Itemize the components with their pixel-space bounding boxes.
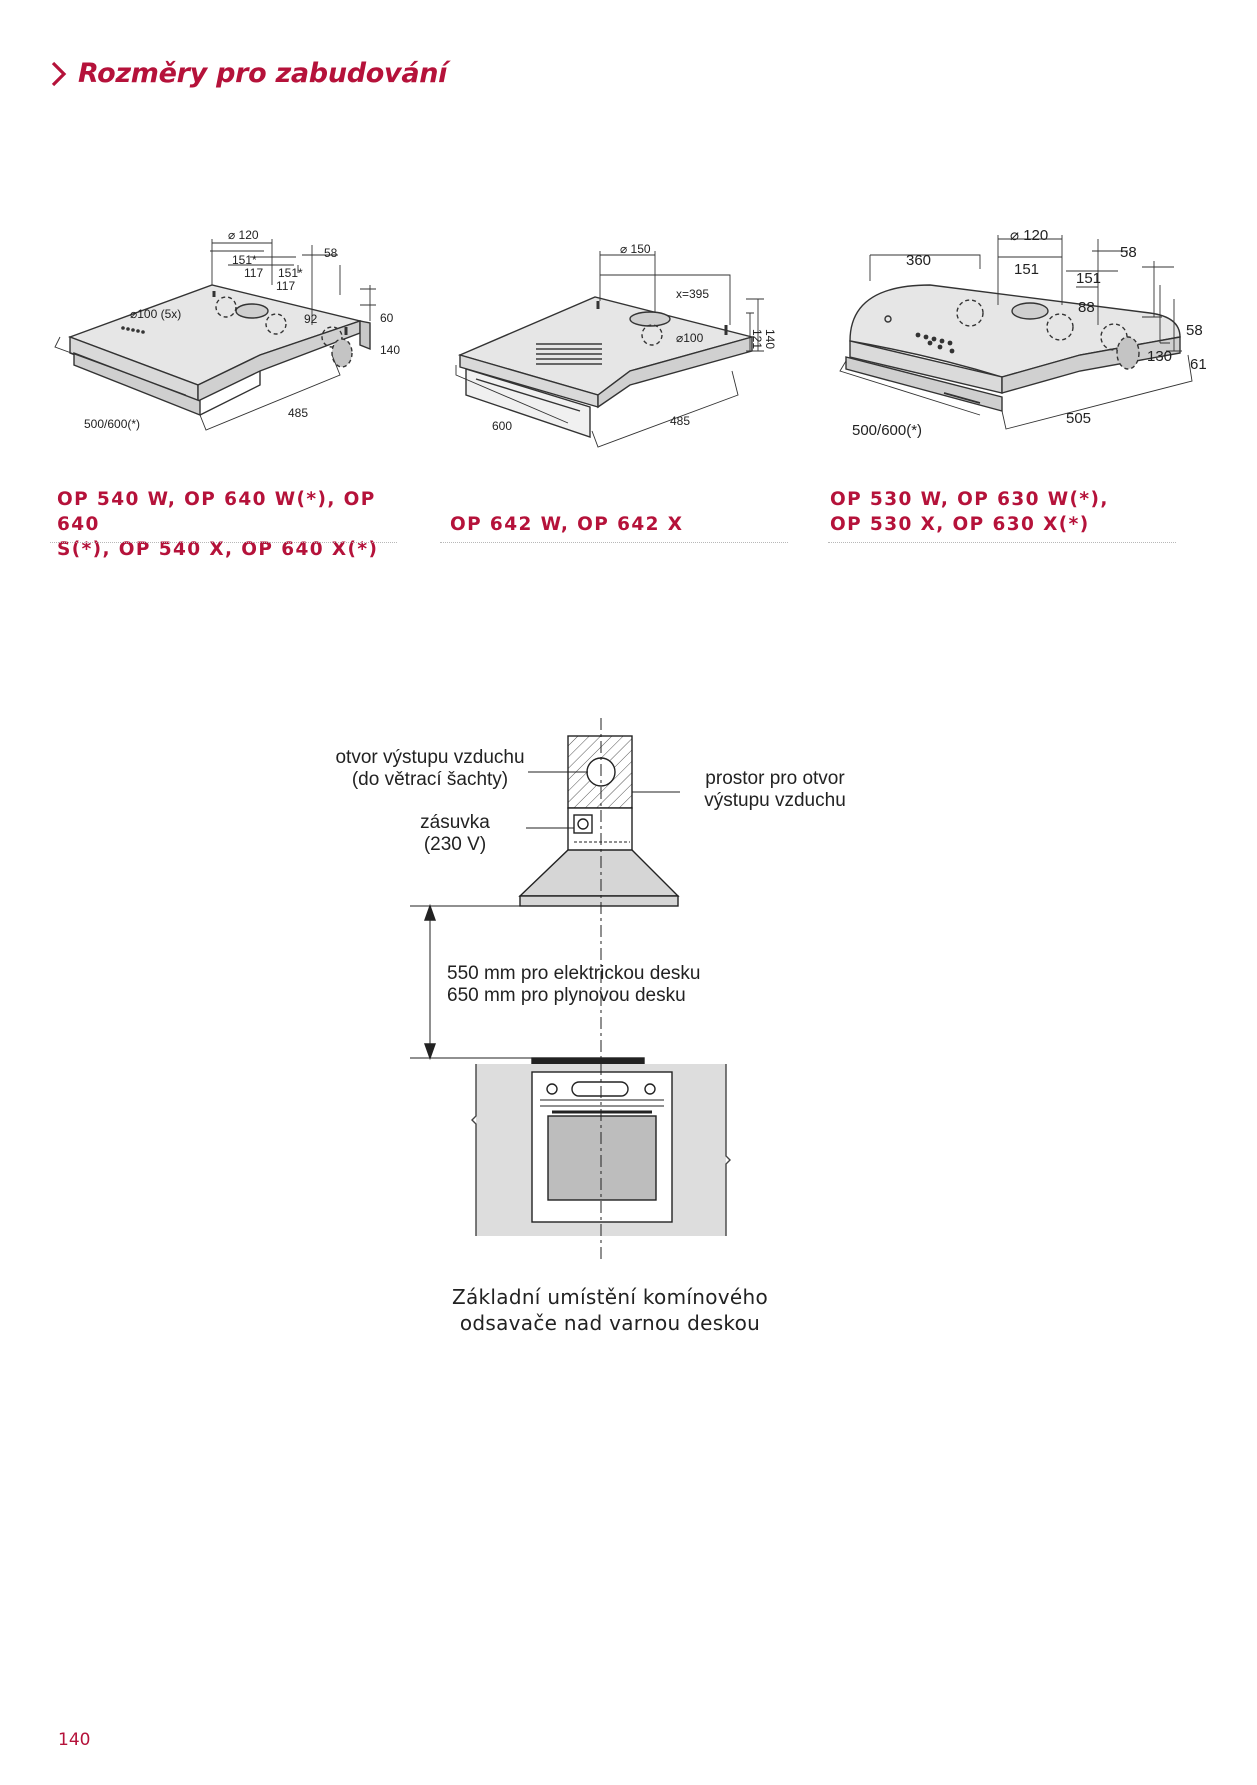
models-diagram-2: OP 642 W, OP 642 X xyxy=(450,514,684,535)
label-socket-line-2: (230 V) xyxy=(423,834,487,855)
dim-485: 485 xyxy=(288,406,309,420)
models-line-1: OP 530 W, OP 630 W(*), xyxy=(830,489,1109,510)
label-socket xyxy=(390,812,520,856)
dim-100: ⌀100 (5x) xyxy=(130,307,182,321)
hood-diagram-3 xyxy=(830,225,1225,450)
dim-600: 600 xyxy=(492,419,513,433)
label-space-line-1: prostor pro otvor xyxy=(705,768,845,789)
dim-151s: 151* xyxy=(232,253,257,267)
dim-117: 117 xyxy=(244,266,264,280)
label-space xyxy=(690,768,860,812)
dim-100: ⌀100 xyxy=(676,331,704,345)
caption-line-1: Základní umístění komínového xyxy=(451,1285,769,1309)
hood-diagram-2 xyxy=(450,235,800,450)
models-line-2: OP 530 X, OP 630 X(*) xyxy=(830,514,1090,535)
label-height xyxy=(447,963,747,1007)
dim-500: 500/600(*) xyxy=(84,417,141,431)
dim-120: ⌀ 120 xyxy=(228,228,259,242)
hood-diagram-1 xyxy=(50,225,420,450)
label-height-line-1: 550 mm pro elektrickou desku xyxy=(447,963,701,984)
divider xyxy=(50,542,397,543)
dim-60: 60 xyxy=(380,311,394,325)
label-outlet xyxy=(330,747,530,791)
dim-92: 92 xyxy=(304,312,318,326)
placement-caption xyxy=(420,1284,800,1336)
models-line-2: S(*), OP 540 X, OP 640 X(*) xyxy=(57,539,379,560)
models-diagram-3 xyxy=(830,487,1190,537)
dim-61: 61 xyxy=(1190,356,1207,373)
dim-140: 140 xyxy=(763,329,777,350)
dim-500: 500/600(*) xyxy=(852,422,923,439)
page-number: 140 xyxy=(58,1730,91,1750)
dim-485: 485 xyxy=(670,414,691,428)
models-diagram-1 xyxy=(57,487,417,562)
caption-line-2: odsavače nad varnou deskou xyxy=(459,1311,761,1335)
label-height-line-2: 650 mm pro plynovou desku xyxy=(447,985,686,1006)
divider xyxy=(440,542,788,543)
dim-151: 151 xyxy=(1014,261,1040,278)
dim-150: ⌀ 150 xyxy=(620,242,651,256)
dim-117-b: 117 xyxy=(276,279,296,293)
label-outlet-line-2: (do větrací šachty) xyxy=(351,769,509,790)
label-socket-line-1: zásuvka xyxy=(420,812,490,833)
dim-360: 360 xyxy=(906,252,932,269)
dim-58: 58 xyxy=(1120,244,1137,261)
dim-121: 121 xyxy=(750,329,764,350)
label-space-line-2: výstupu vzduchu xyxy=(704,790,846,811)
dim-151-b: 151 xyxy=(1076,270,1102,287)
section-heading xyxy=(50,58,447,89)
dim-x395: x=395 xyxy=(676,287,710,301)
chevron-right-icon xyxy=(50,60,68,88)
label-outlet-line-1: otvor výstupu vzduchu xyxy=(335,747,525,768)
dim-58-b: 58 xyxy=(1186,322,1203,339)
dim-140: 140 xyxy=(380,343,401,357)
dim-151s-2: 151* xyxy=(278,266,303,280)
page-title: Rozměry pro zabudování xyxy=(78,58,448,89)
dim-58: 58 xyxy=(324,246,338,260)
dim-130: 130 xyxy=(1147,348,1173,365)
models-line-1: OP 540 W, OP 640 W(*), OP 640 xyxy=(57,489,376,535)
dim-505: 505 xyxy=(1066,410,1092,427)
dim-120: ⌀ 120 xyxy=(1010,227,1049,244)
divider xyxy=(828,542,1176,543)
dim-88: 88 xyxy=(1078,299,1095,316)
